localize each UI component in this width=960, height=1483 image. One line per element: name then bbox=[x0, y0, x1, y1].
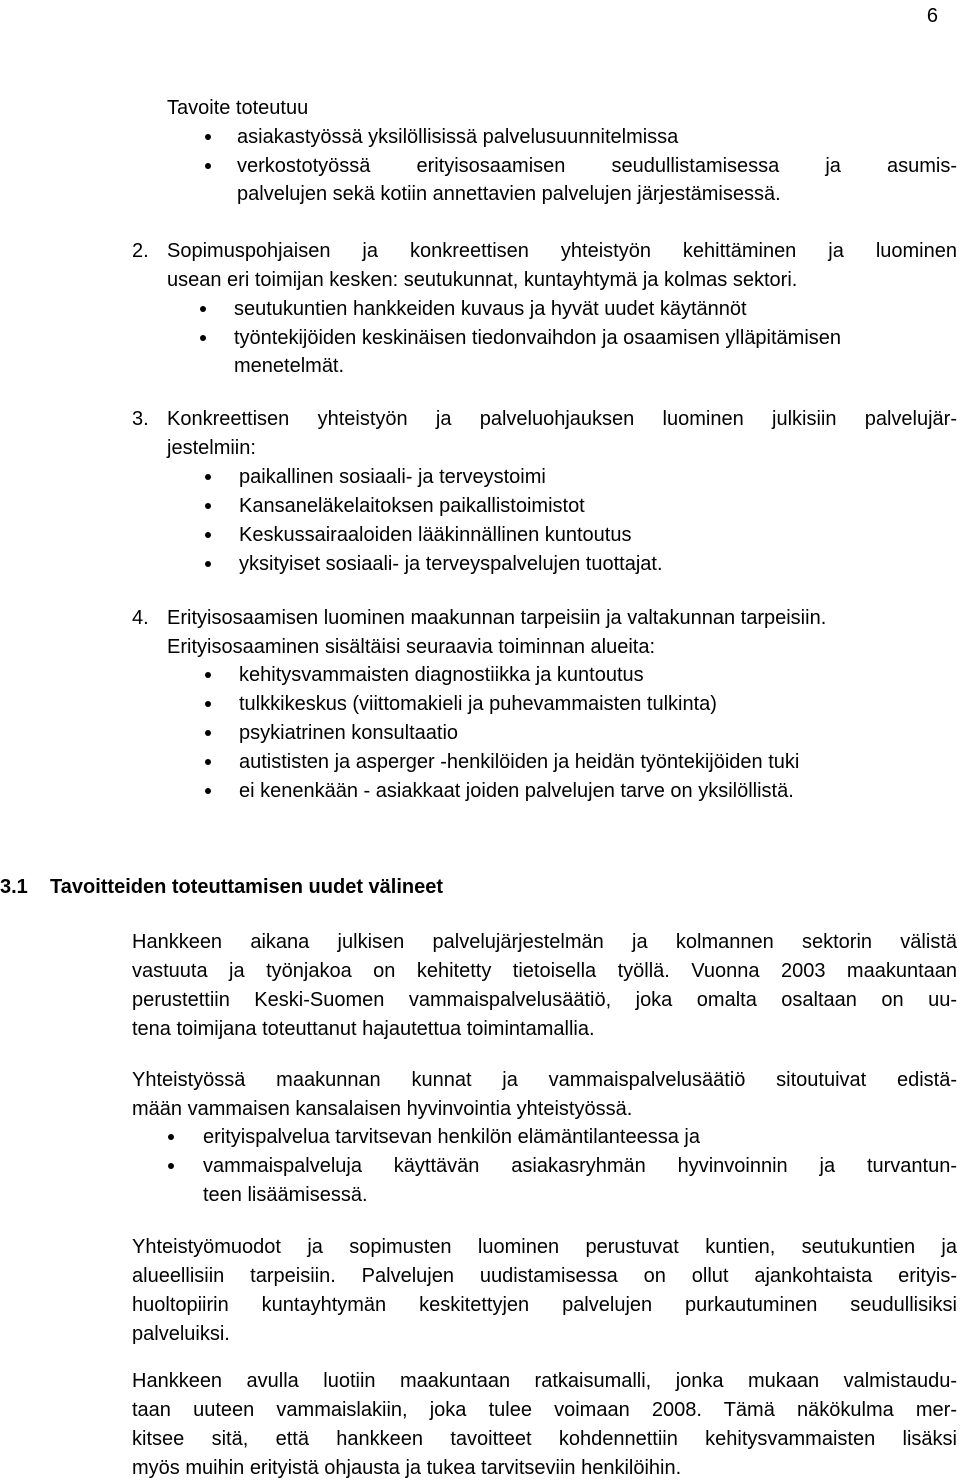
goal-bullet-continued: palvelujen sekä kotiin annettavien palvelujen järjestämisessä. bbox=[237, 183, 781, 205]
item3-bullet: Keskussairaaloiden lääkinnällinen kuntoutus bbox=[239, 524, 632, 546]
bullet-dot-icon bbox=[200, 306, 206, 312]
goal-block bbox=[167, 94, 957, 123]
item2-bullet: työntekijöiden keskinäisen tiedonvaihdon ja osaamisen ylläpitämisen bbox=[234, 327, 842, 349]
paragraph-3: Yhteistyömuodot ja sopimusten luominen perustuvat kuntien, seutukuntien ja alueellisiin tarpeisiin. Palvelujen uudistamisessa on ollut ajankohtaista erityis- huoltopiirin kuntayhtymän keskitettyjen palvelujen purkautuminen seudullisiksi palveluiksi. bbox=[132, 1236, 957, 1345]
item4-bullet: kehitysvammaisten diagnostiikka ja kuntoutus bbox=[239, 664, 644, 686]
bullet-dot-icon bbox=[205, 163, 211, 169]
item4-bullet: autististen ja asperger -henkilöiden ja heidän työntekijöiden tuki bbox=[239, 751, 800, 773]
item4-bullet: ei kenenkään - asiakkaat joiden palvelujen tarve on yksilöllistä. bbox=[239, 780, 794, 802]
bullet-dot-icon bbox=[205, 532, 211, 538]
item4-bullet: tulkkikeskus (viittomakieli ja puhevammaisten tulkinta) bbox=[239, 693, 717, 715]
bullet-dot-icon bbox=[205, 134, 211, 140]
paragraph-2: Yhteistyössä maakunnan kunnat ja vammaispalvelusäätiö sitoutuivat edistä- mään vammaisen kansalaisen hyvinvointia yhteistyössä. bbox=[132, 1069, 957, 1120]
item3-text: Konkreettisen yhteistyön ja palveluohjauksen luominen julkisiin palvelujär- jestelmiin: bbox=[167, 408, 957, 459]
bullet-dot-icon bbox=[205, 788, 211, 794]
item2-text: Sopimuspohjaisen ja konkreettisen yhteistyön kehittäminen ja luominen usean eri toimijan kesken: seutukunnat, kuntayhtymä ja kolmas sektori. bbox=[167, 240, 957, 291]
item4-number: 4. bbox=[132, 607, 149, 629]
bullet-dot-icon bbox=[205, 474, 211, 480]
item2-number: 2. bbox=[132, 240, 149, 262]
page-number: 6 bbox=[926, 5, 938, 27]
item4-subtitle: Erityisosaaminen sisältäisi seuraavia toiminnan alueita: bbox=[167, 636, 656, 658]
paragraph-4: Hankkeen avulla luotiin maakuntaan ratkaisumalli, jonka mukaan valmistaudu- taan uuteen vammaislakiin, joka tulee voimaan 2008. Tämä näkökulma mer- kitsee sitä, että hankkeen tavoitteet kohdennettiin kehitysvammaisten lisäksi myös muihin erityistä ohjausta ja tukea tarvitseviin henkilöihin. bbox=[132, 1370, 957, 1479]
item4-title: Erityisosaamisen luominen maakunnan tarpeisiin ja valtakunnan tarpeisiin. bbox=[167, 607, 827, 629]
item3-number: 3. bbox=[132, 408, 149, 430]
goal-bullet: asiakastyössä yksilöllisissä palvelusuunnitelmissa bbox=[237, 126, 679, 148]
bullet-dot-icon bbox=[205, 759, 211, 765]
paragraph-1: Hankkeen aikana julkisen palvelujärjestelmän ja kolmannen sektorin välistä vastuuta ja työnjakoa on kehitetty tietoisella työllä. Vuonna 2003 maakuntaan perustettiin Keski-Suomen vammaispalvelusäätiö, joka omalta osaltaan on uu- tena toimijana toteuttanut hajautettua toimintamallia. bbox=[132, 931, 957, 1040]
item2-bullet-continued: menetelmät. bbox=[234, 355, 345, 377]
bullet-dot-icon bbox=[205, 701, 211, 707]
bullet-dot-icon bbox=[205, 672, 211, 678]
bullet-dot-icon bbox=[168, 1163, 174, 1169]
item2-bullet: seutukuntien hankkeiden kuvaus ja hyvät uudet käytännöt bbox=[234, 298, 747, 320]
bullet-dot-icon bbox=[205, 503, 211, 509]
paragraph-2-bullet: vammaispalveluja käyttävän asiakasryhmän hyvinvoinnin ja turvantun- teen lisäämisessä. bbox=[203, 1155, 957, 1206]
section-title: Tavoitteiden toteuttamisen uudet välineet bbox=[50, 876, 444, 898]
bullet-dot-icon bbox=[205, 561, 211, 567]
bullet-dot-icon bbox=[168, 1134, 174, 1140]
item3-bullet: Kansaneläkelaitoksen paikallistoimistot bbox=[239, 495, 585, 517]
goal-title: Tavoite toteutuu bbox=[167, 97, 309, 119]
section-number: 3.1 bbox=[0, 876, 28, 898]
bullet-dot-icon bbox=[200, 335, 206, 341]
item3-bullet: yksityiset sosiaali- ja terveyspalvelujen tuottajat. bbox=[239, 553, 663, 575]
goal-bullet: verkostotyössä erityisosaamisen seudullistamisessa ja asumis- bbox=[237, 155, 957, 177]
bullet-dot-icon bbox=[205, 730, 211, 736]
item3-bullet: paikallinen sosiaali- ja terveystoimi bbox=[239, 466, 546, 488]
paragraph-2-bullet: erityispalvelua tarvitsevan henkilön elämäntilanteessa ja bbox=[203, 1126, 700, 1148]
item4-bullet: psykiatrinen konsultaatio bbox=[239, 722, 459, 744]
